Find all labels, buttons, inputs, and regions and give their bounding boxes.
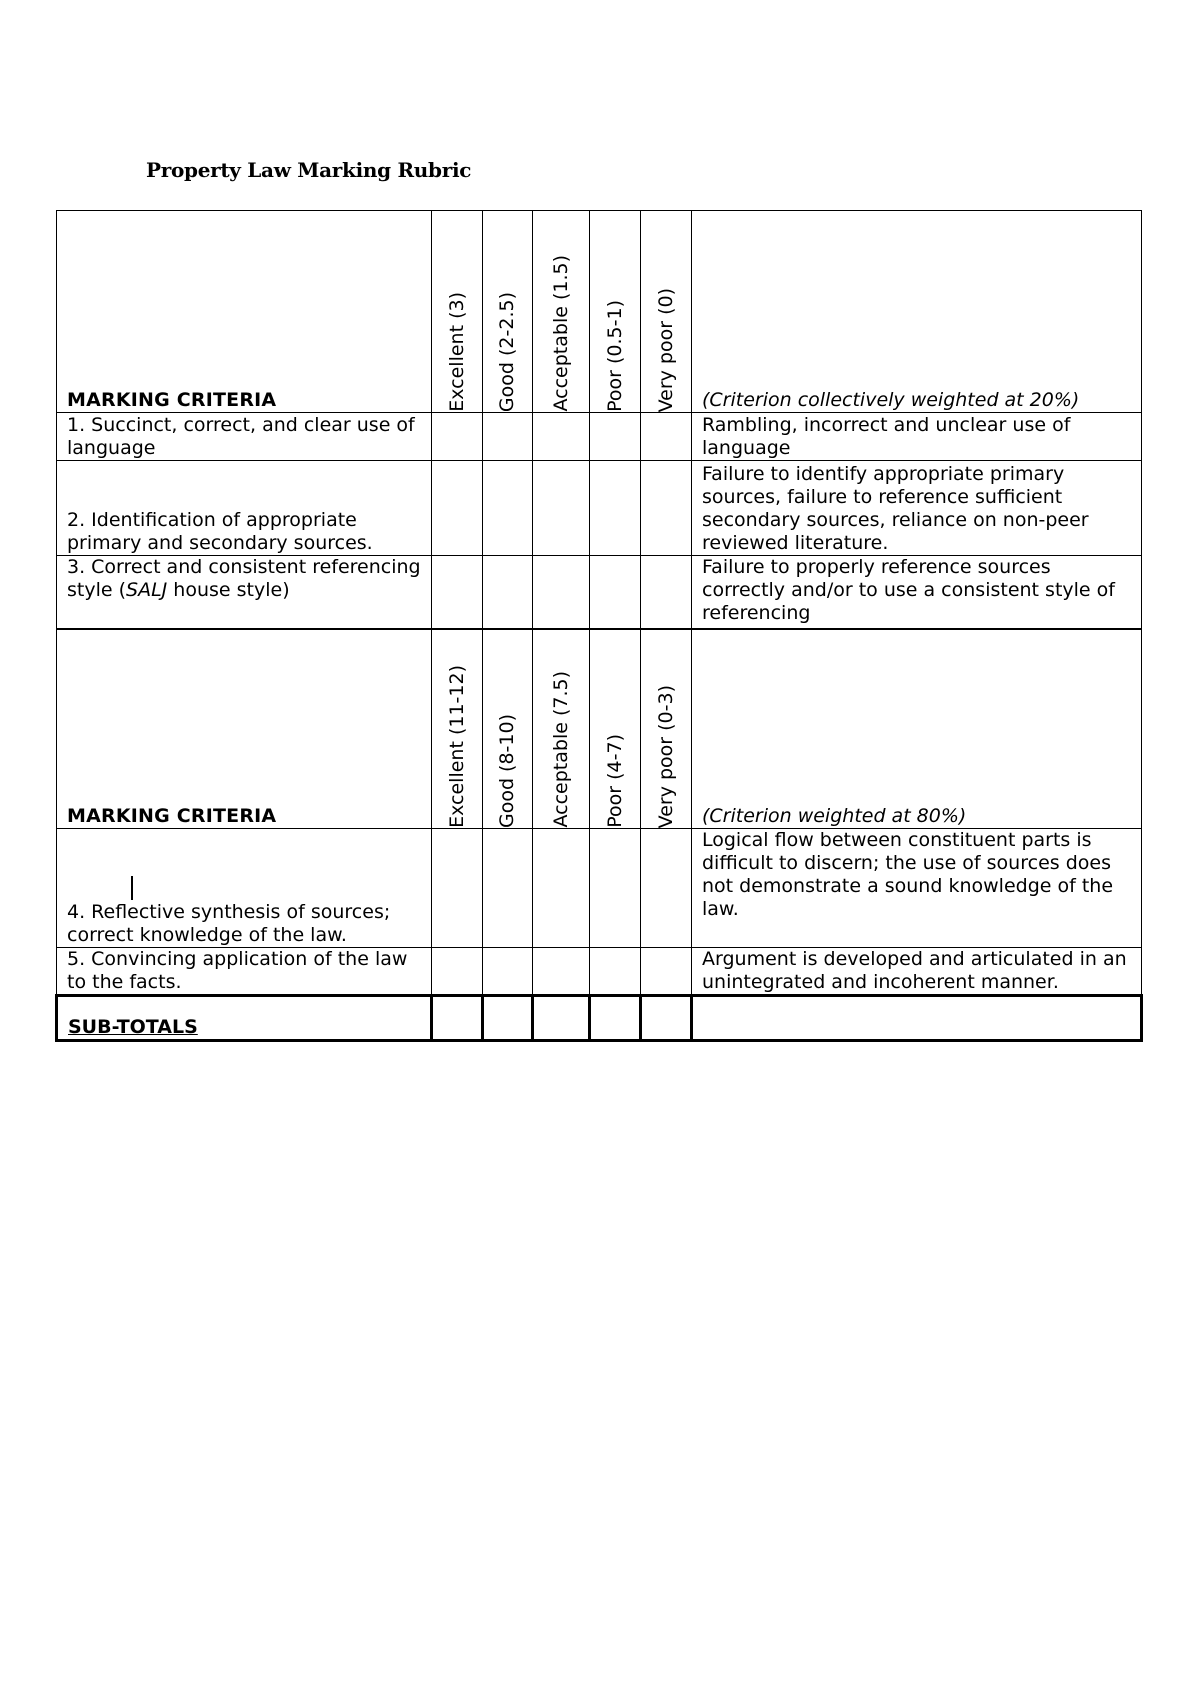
descriptor-text: Argument is developed and articulated in an unintegrated and incoherent manner. [692,948,1142,996]
section1-header-row [57,211,1142,413]
band-header-acceptable: Acceptable (1.5) [533,211,590,413]
weight-note: (Criterion collectively weighted at 20%) [692,211,1142,413]
criteria-heading: MARKING CRITERIA [57,629,432,829]
score-cell[interactable] [483,829,533,948]
score-cell[interactable] [590,556,641,629]
band-header-good: Good (8-10) [483,629,533,829]
criterion-text: 1. Succinct, correct, and clear use of language [57,413,432,461]
score-cell[interactable] [432,413,483,461]
criterion-row [57,461,1142,556]
band-header-very-poor: Very poor (0) [641,211,692,413]
marking-rubric-table [55,210,1143,1042]
subtotal-cell[interactable] [533,996,590,1041]
page-title: Property Law Marking Rubric [146,158,472,182]
score-cell[interactable] [533,556,590,629]
band-header-very-poor: Very poor (0-3) [641,629,692,829]
criteria-heading: MARKING CRITERIA [57,211,432,413]
criterion-row [57,556,1142,629]
band-header-poor: Poor (4-7) [590,629,641,829]
score-cell[interactable] [590,829,641,948]
text-cursor [131,876,133,900]
score-cell[interactable] [533,413,590,461]
score-cell[interactable] [432,829,483,948]
score-cell[interactable] [590,461,641,556]
score-cell[interactable] [483,413,533,461]
descriptor-text: Rambling, incorrect and unclear use of language [692,413,1142,461]
band-header-excellent: Excellent (11-12) [432,629,483,829]
score-cell[interactable] [641,556,692,629]
criterion-text: 4. Reflective synthesis of sources; correct knowledge of the law. [57,829,432,948]
score-cell[interactable] [590,948,641,996]
section2-header-row [57,629,1142,829]
score-cell[interactable] [641,829,692,948]
subtotals-row [57,996,1142,1041]
criterion-row [57,413,1142,461]
score-cell[interactable] [533,461,590,556]
descriptor-text: Failure to identify appropriate primary sources, failure to reference sufficient secondary sources, reliance on non-peer reviewed literature. [692,461,1142,556]
band-header-excellent: Excellent (3) [432,211,483,413]
weight-note: (Criterion weighted at 80%) [692,629,1142,829]
score-cell[interactable] [432,948,483,996]
subtotal-cell[interactable] [483,996,533,1041]
criterion-text: 5. Convincing application of the law to the facts. [57,948,432,996]
score-cell[interactable] [432,461,483,556]
criterion-text: 3. Correct and consistent referencing style (SALJ house style) [57,556,432,629]
subtotal-cell[interactable] [590,996,641,1041]
descriptor-text: Logical flow between constituent parts is difficult to discern; the use of sources does not demonstrate a sound knowledge of the law. [692,829,1142,948]
score-cell[interactable] [533,948,590,996]
band-header-poor: Poor (0.5-1) [590,211,641,413]
score-cell[interactable] [641,413,692,461]
score-cell[interactable] [641,461,692,556]
score-cell[interactable] [483,948,533,996]
criterion-row [57,948,1142,996]
subtotals-label: SUB-TOTALS [57,996,432,1041]
score-cell[interactable] [432,556,483,629]
criterion-row [57,829,1142,948]
criterion-text: 2. Identification of appropriate primary and secondary sources. [57,461,432,556]
subtotal-cell[interactable] [641,996,692,1041]
band-header-good: Good (2-2.5) [483,211,533,413]
subtotal-notes-cell[interactable] [692,996,1142,1041]
score-cell[interactable] [533,829,590,948]
descriptor-text: Failure to properly reference sources correctly and/or to use a consistent style of referencing [692,556,1142,629]
subtotal-cell[interactable] [432,996,483,1041]
score-cell[interactable] [483,556,533,629]
band-header-acceptable: Acceptable (7.5) [533,629,590,829]
score-cell[interactable] [641,948,692,996]
score-cell[interactable] [483,461,533,556]
score-cell[interactable] [590,413,641,461]
